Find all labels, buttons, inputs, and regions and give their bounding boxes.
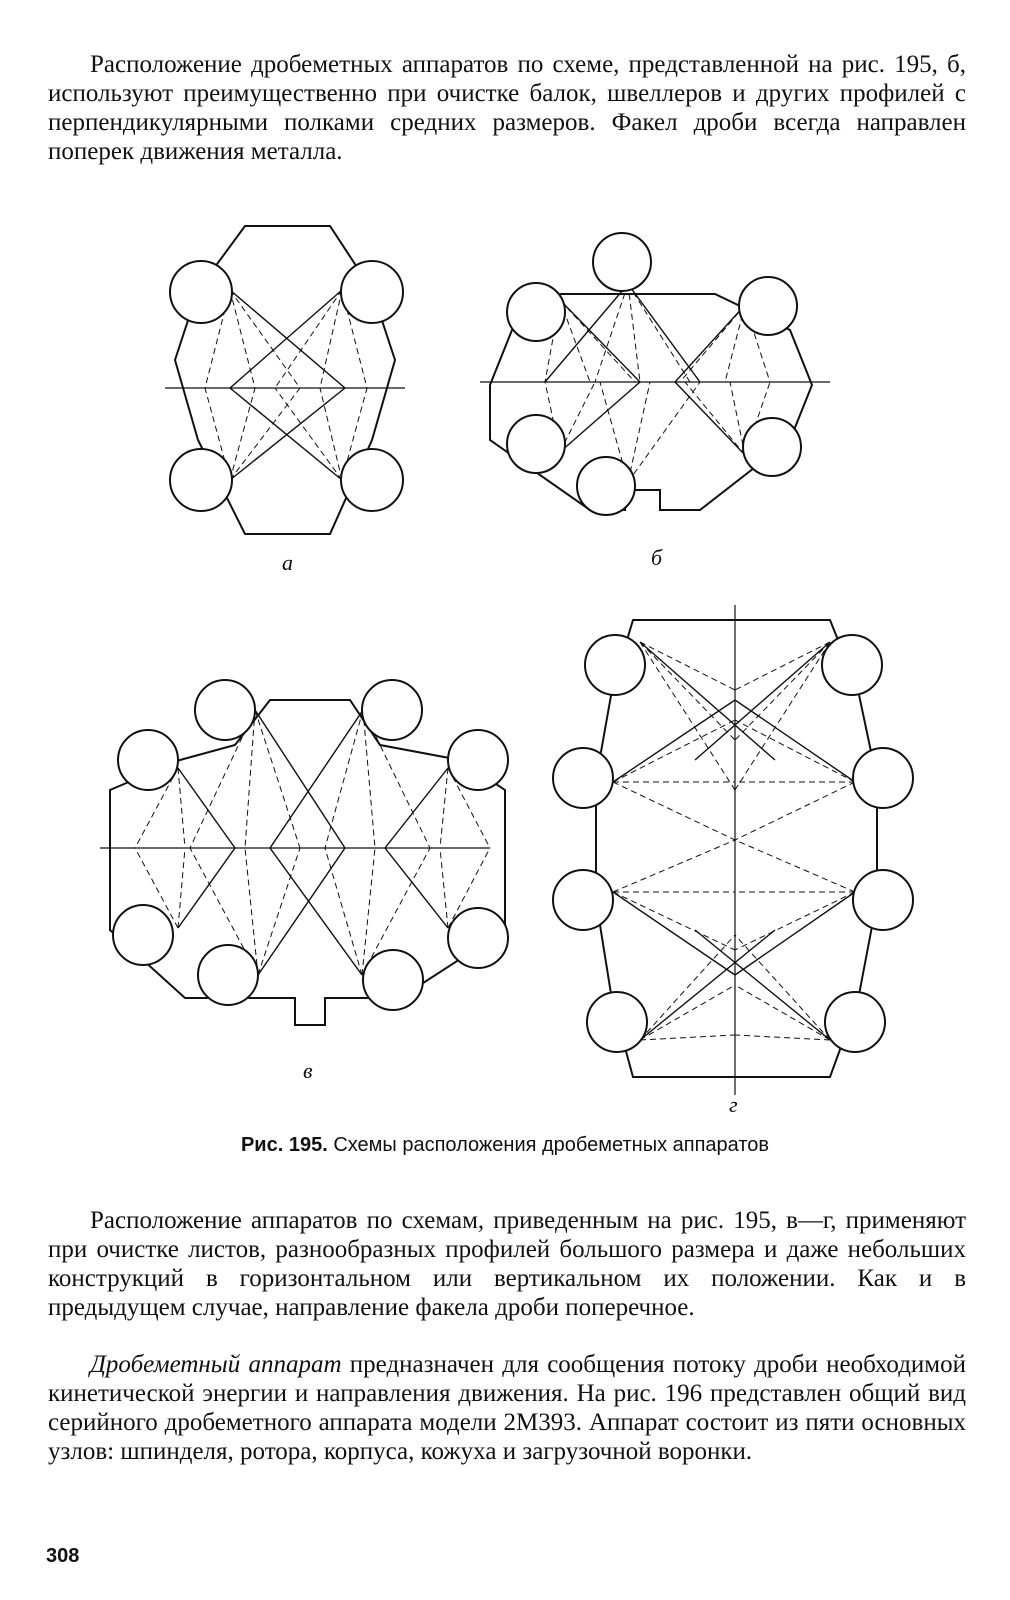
shot-stream bbox=[613, 642, 855, 1040]
blaster-wheel bbox=[553, 870, 613, 930]
blaster-wheel bbox=[363, 950, 423, 1010]
figure-caption bbox=[0, 1134, 1010, 1157]
blaster-wheel bbox=[822, 635, 882, 695]
caption-text: Схемы расположения дробеметных аппаратов bbox=[333, 1134, 770, 1156]
blaster-wheel bbox=[553, 748, 613, 808]
stream-envelope bbox=[545, 284, 745, 455]
blaster-wheel bbox=[853, 748, 913, 808]
label-a: а bbox=[282, 550, 293, 575]
blaster-wheel bbox=[170, 261, 232, 323]
blaster-wheel bbox=[507, 283, 565, 341]
blaster-wheel bbox=[341, 449, 403, 511]
blaster-wheel bbox=[198, 945, 258, 1005]
blaster-wheel bbox=[587, 992, 647, 1052]
blaster-wheel bbox=[448, 730, 508, 790]
paragraph-2-text: Расположение аппаратов по схемам, приведенным на рис. 195, в—г, применяют при очистке листов, разнообразных профилей большого размера и даже небольших конструкций в горизонтальном или вертикальном их положении. Как и в предыдущем случае, направление факела дроби поперечное. bbox=[48, 1207, 966, 1321]
blaster-wheel bbox=[170, 449, 232, 511]
blaster-wheel bbox=[507, 415, 565, 473]
label-v: в bbox=[303, 1058, 313, 1083]
shot-stream bbox=[205, 290, 367, 480]
blaster-wheel bbox=[593, 233, 651, 291]
label-g: г bbox=[729, 1092, 738, 1117]
blaster-wheel bbox=[362, 680, 422, 740]
blaster-wheel bbox=[825, 992, 885, 1052]
blaster-wheel bbox=[113, 905, 173, 965]
blaster-wheels bbox=[113, 680, 508, 1010]
paragraph-3 bbox=[48, 1350, 966, 1466]
blaster-wheels bbox=[170, 261, 403, 511]
blaster-wheel bbox=[743, 418, 801, 476]
label-b: б bbox=[651, 545, 663, 570]
diagram-v bbox=[100, 680, 508, 1025]
shot-stream bbox=[135, 710, 490, 975]
blaster-wheel bbox=[448, 908, 508, 968]
blaster-wheel bbox=[577, 457, 635, 515]
diagram-b bbox=[480, 233, 830, 515]
paragraph-2 bbox=[48, 1206, 966, 1322]
blaster-wheel bbox=[585, 635, 645, 695]
stream-envelope bbox=[613, 642, 855, 1040]
caption-label: Рис. 195. bbox=[240, 1134, 328, 1156]
blaster-wheel bbox=[853, 870, 913, 930]
diagram-g bbox=[553, 605, 913, 1095]
page-number: 308 bbox=[46, 1545, 80, 1567]
stream-envelope bbox=[230, 290, 345, 480]
blaster-wheel bbox=[739, 277, 797, 335]
blaster-wheel bbox=[118, 730, 178, 790]
paragraph-1-text: Расположение дробеметных аппаратов по схеме, представленной на рис. 195, б, используют преимущественно при очистке балок, швеллеров и других профилей с перпендикулярными полками средних размеров. Факел дроби всегда направлен поперек движения металла. bbox=[48, 51, 966, 165]
blaster-wheel bbox=[195, 680, 255, 740]
blaster-wheel bbox=[341, 261, 403, 323]
paragraph-3-text: предназначен для сообщения потоку дроби необходимой кинетической энергии и направления движения. На рис. 196 представлен общий вид серийного дробеметного аппарата модели 2М393. Аппарат состоит из пяти основных узлов: шпинделя, ротора, корпуса, кожуха и загрузочной воронки. bbox=[48, 1351, 966, 1465]
paragraph-3-term: Дробеметный аппарат bbox=[90, 1351, 342, 1378]
diagram-a bbox=[165, 226, 405, 534]
